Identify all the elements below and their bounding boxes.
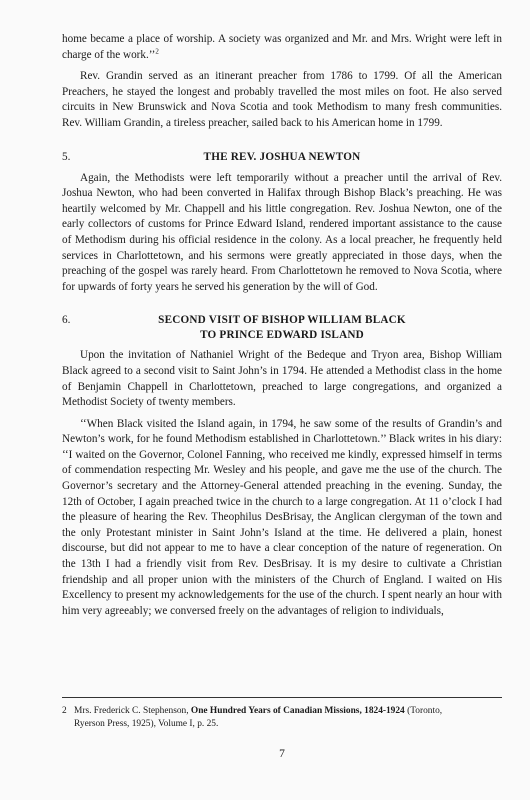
footnote-author: Mrs. Frederick C. Stephenson,: [74, 706, 191, 716]
page-body: [62, 32, 502, 619]
footnote-publisher: (Toronto,: [404, 706, 443, 716]
section-title: [92, 150, 502, 165]
page-number: 7: [279, 748, 285, 760]
paragraph-second-visit: Upon the invitation of Nathaniel Wright of the Bedeque and Tryon area, Bishop William Black agreed to a second visit to Saint John’s in 1794. He attended a Methodist class in the home of Benjamin Chappell in Charlottetown, preached to large congregations, and organized a Methodist Society of twenty members.: [62, 349, 502, 409]
paragraph-diary: ‘‘When Black visited the Island again, in 1794, he saw some of the results of Grandin’s and Newton’s work, for he found Methodism established in Charlottetown.’’ Black writes in his diary: ‘‘I waited on the Governor, Colonel Fanning, who received me kindly, expressed himself in terms of commendation respecting Mr. Wesley and his people, and gave me the use of the church. The Governor’s secretary and the Attorney-General attended preaching in the evening. Sunday, the 12th of October, I again preached twice in the church to a large congregation. At 11 o’clock I had the pleasure of hearing the Rev. Theophilus DesBrisay, the Anglican clergyman of the town and the only Protestant minister in Saint John’s Island at the time. He delivered a plain, honest discourse, but did not appear to me to have a clear conception of the nature of regeneration. On the 13th I had a friendly visit from Rev. DesBrisay. It is my desire to cultivate a Christian friendship and all proper union with the ministers of the Church of England. I waited on His Excellency to present my acknowledgements for the use of the church. I spent nearly an hour with him very agreeably; we conversed freely on the advantages of religion to individuals,: [62, 417, 502, 617]
section-heading-6: [62, 313, 502, 342]
paragraph-newton: Again, the Methodists were left temporarily without a preacher until the arrival of Rev. Joshua Newton, who had been converted in Halifax through Bishop Black’s preaching. He was heartily welcomed by Mr. Chappell and his little congregation. Rev. Joshua Newton, one of the early collectors of customs for Prince Edward Island, rendered important assistance to the cause of Methodism during his official residence in the colony. As a local preacher, he frequently held services in Charlottetown, and his sermons were greatly appreciated in those days, when the preaching of the gospel was rarely heard. From Charlottetown he removed to Nova Scotia, where for upwards of forty years he served his generation by the will of God.: [62, 171, 502, 293]
footnote: [62, 705, 502, 731]
section-title: [92, 313, 502, 342]
section-title-line: THE REV. JOSHUA NEWTON: [203, 150, 361, 163]
section-number: 6.: [62, 314, 71, 327]
paragraph-continuation: [62, 32, 502, 63]
footnote-reference: 2: [155, 46, 159, 55]
section-title-line: TO PRINCE EDWARD ISLAND: [200, 328, 364, 341]
section-title-line: SECOND VISIT OF BISHOP WILLIAM BLACK: [158, 314, 406, 327]
footnote-number: 2: [62, 706, 67, 716]
section-number: 5.: [62, 150, 71, 163]
footnote-divider: [62, 697, 502, 698]
paragraph-grandin: Rev. Grandin served as an itinerant preacher from 1786 to 1799. Of all the American Preachers, he stayed the longest and probably travelled the most miles on foot. He also served circuits in New Brunswick and Nova Scotia and took Methodism to many fresh communities. Rev. William Grandin, a tireless preacher, sailed back to his American home in 1799.: [62, 70, 502, 129]
paragraph-text: home became a place of worship. A society was organized and Mr. and Mrs. Wright were left in charge of the work.’’: [62, 33, 502, 61]
footnote-book-title: One Hundred Years of Canadian Missions, 1824-1924: [190, 706, 405, 716]
footnote-continuation: Ryerson Press, 1925), Volume I, p. 25.: [74, 719, 219, 729]
section-heading-5: [62, 150, 502, 165]
